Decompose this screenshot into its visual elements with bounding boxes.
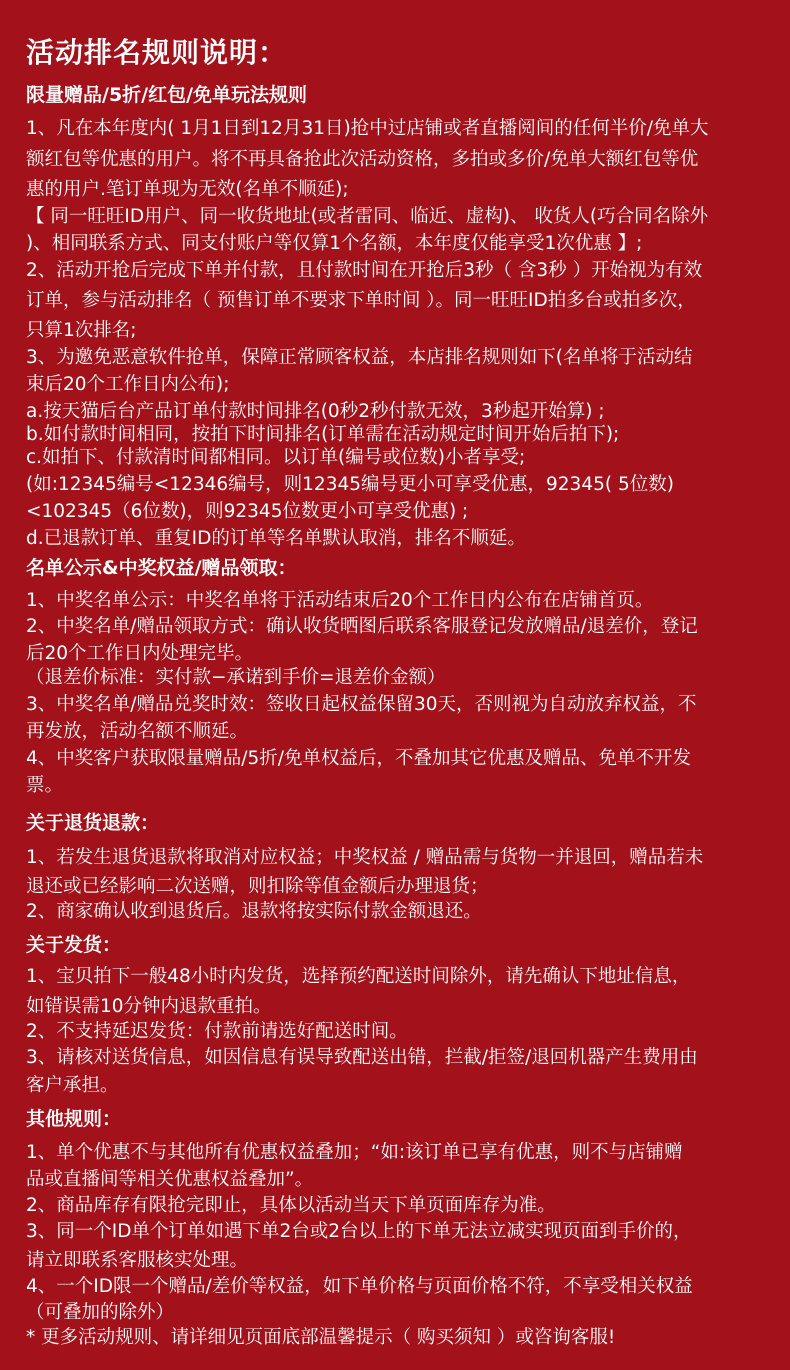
rule-line: 后20个工作日内处理完毕。	[26, 643, 254, 664]
rule-line: 订单，参与活动排名（ 预售订单不要求下单时间 ）。同一旺旺ID拍多台或拍多次，	[26, 290, 696, 311]
section-heading-promo-rules: 限量赠品/5折/红包/免单玩法规则	[26, 84, 308, 106]
rule-line: 【 同一旺旺ID用户、同一收货地址(或者雷同、临近、虚构)、 收货人(巧合同名除外	[26, 206, 709, 227]
rule-footnote: * 更多活动规则、请详细见页面底部温馨提示（ 购买须知 ）或咨询客服!	[26, 1327, 616, 1348]
page-title: 活动排名规则说明：	[26, 36, 288, 69]
rule-line: 2、中奖名单/赠品领取方式：确认收货晒图后联系客服登记发放赠品/退差价，登记	[26, 616, 698, 637]
rule-line: 惠的用户.笔订单现为无效(名单不顺延);	[26, 179, 349, 200]
rule-line: 3、中奖名单/赠品兑奖时效：签收日起权益保留30天，否则视为自动放弃权益，不	[26, 694, 697, 715]
rule-line: 2、商家确认收到退货后。退款将按实际付款金额退还。	[26, 901, 482, 922]
rule-line: 3、请核对送货信息，如因信息有误导致配送出错，拦截/拒签/退回机器产生费用由	[26, 1047, 698, 1068]
rule-line: 1、中奖名单公示：中奖名单将于活动结束后20个工作日内公布在店铺首页。	[26, 590, 654, 611]
rule-line: 退还或已经影响二次送赠，则扣除等值金额后办理退货；	[26, 876, 489, 897]
rule-line: 再发放，活动名额不顺延。	[26, 721, 249, 742]
rule-line: 客户承担。	[26, 1075, 119, 1096]
rule-line: b.如付款时间相同，按拍下时间排名(订单需在活动规定时间开始后拍下);	[26, 424, 620, 445]
section-heading-winners-prizes: 名单公示&中奖权益/赠品领取：	[26, 557, 297, 579]
rule-line: 只算1次排名;	[26, 320, 137, 341]
rule-line: 3、同一个ID单个订单如遇下单2台或2台以上的下单无法立减实现页面到手价的，	[26, 1221, 692, 1242]
rule-line: 票。	[26, 775, 64, 796]
rule-line: 请立即联系客服核实处理。	[26, 1250, 249, 1271]
rule-line: 如错误需10分钟内退款重拍。	[26, 996, 272, 1017]
rule-line: 1、凡在本年度内( 1月1日到12月31日)抢中过店铺或者直播阅间的任何半价/免单大	[26, 118, 709, 139]
rule-line: 3、为邀免恶意软件抢单，保障正常顾客权益，本店排名规则如下(名单将于活动结	[26, 347, 693, 368]
rule-line: )、相同联系方式、同支付账户等仅算1个名额，本年度仅能享受1次优惠 】;	[26, 233, 643, 254]
rule-line: (如:12345编号<12346编号，则12345编号更小可享受优惠，92345( 5位数)	[26, 474, 674, 495]
rule-line: a.按天猫后台产品订单付款时间排名(0秒2秒付款无效，3秒起开始算) ;	[26, 401, 605, 422]
section-heading-shipping: 关于发货：	[26, 934, 122, 956]
rule-line: （退差价标准：实付款−承诺到手价=退差价金额）	[26, 667, 446, 688]
rule-line: 1、若发生退货退款将取消对应权益；中奖权益 / 赠品需与货物一并退回，赠品若未	[26, 847, 704, 868]
rule-line: 束后20个工作日内公布);	[26, 374, 230, 395]
section-heading-returns-refunds: 关于退货退款：	[26, 812, 160, 834]
rule-line: c.如拍下、付款清时间都相同。以订单(编号或位数)小者享受;	[26, 447, 526, 468]
rule-line: 4、中奖客户获取限量赠品/5折/免单权益后，不叠加其它优惠及赠品、免单不开发	[26, 748, 692, 769]
rule-line: 额红包等优惠的用户。将不再具备抢此次活动资格，多拍或多价/免单大额红包等优	[26, 149, 699, 170]
rule-line: 品或直播间等相关优惠权益叠加”。	[26, 1169, 314, 1190]
rule-line: 2、活动开抢后完成下单并付款，且付款时间在开抢后3秒（ 含3秒 ）开始视为有效	[26, 260, 703, 281]
rule-line: 2、商品库存有限抢完即止，具体以活动当天下单页面库存为准。	[26, 1195, 556, 1216]
rule-line: 1、单个优惠不与其他所有优惠权益叠加；“如:该订单已享有优惠，则不与店铺赠	[26, 1142, 683, 1163]
rule-line: d.已退款订单、重复ID的订单等名单默认取消，排名不顺延。	[26, 528, 526, 549]
rule-line: 1、宝贝拍下一般48小时内发货，选择预约配送时间除外，请先确认下地址信息，	[26, 966, 691, 987]
rule-line: （可叠加的除外）	[26, 1302, 175, 1323]
rule-line: <102345（6位数)，则92345位数更小可享受优惠) ;	[26, 501, 469, 522]
section-heading-other-rules: 其他规则：	[26, 1108, 122, 1130]
rule-line: 4、一个ID限一个赠品/差价等权益，如下单价格与页面价格不符，不享受相关权益	[26, 1276, 693, 1297]
rule-line: 2、不支持延迟发货：付款前请选好配送时间。	[26, 1021, 408, 1042]
